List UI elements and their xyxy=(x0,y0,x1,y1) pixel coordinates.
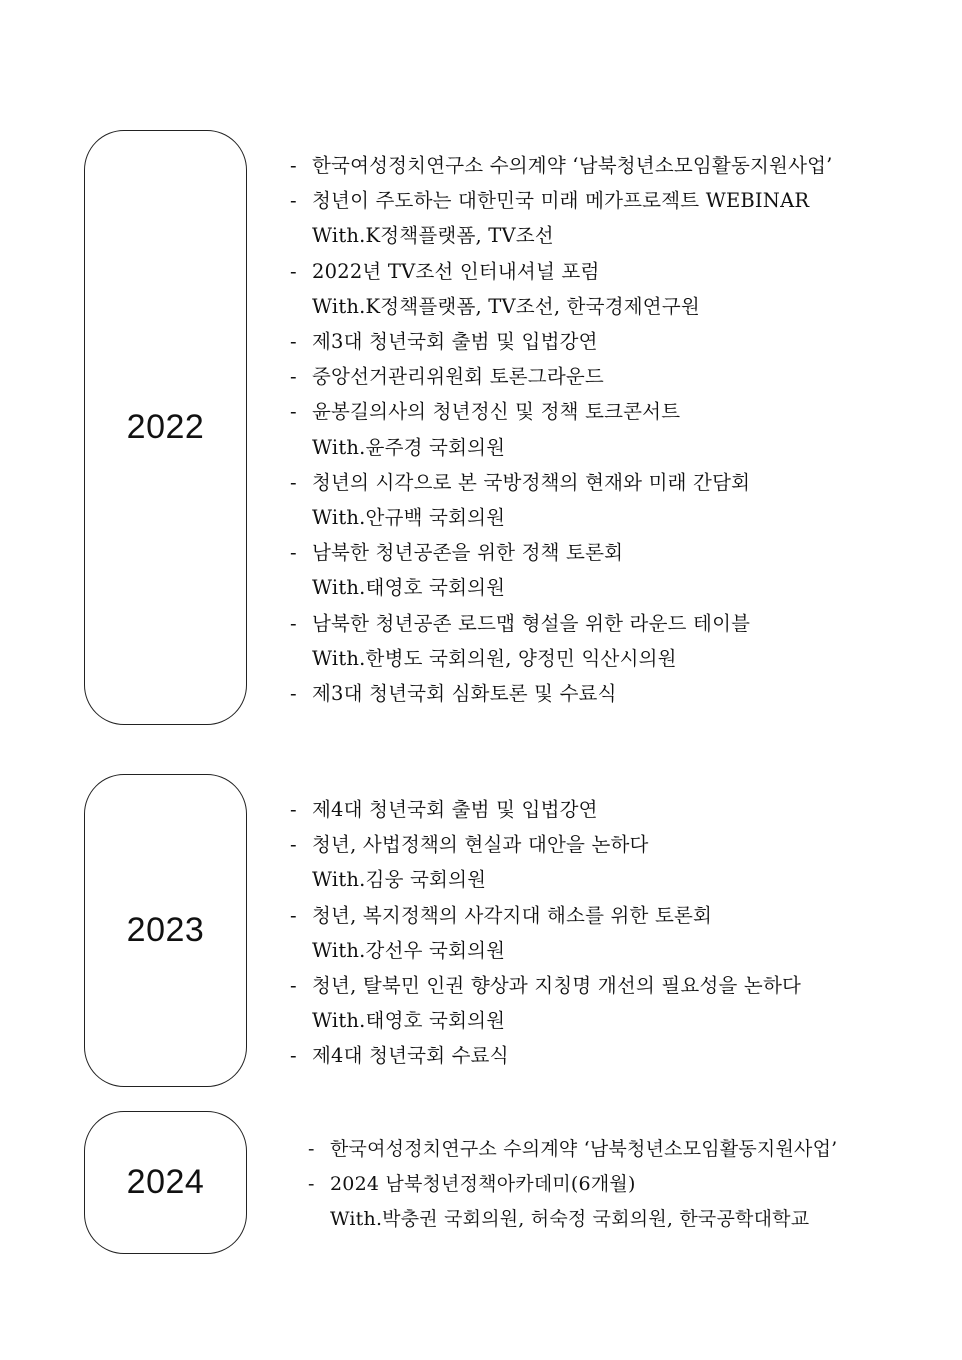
dash-marker: - xyxy=(290,400,297,424)
dash-marker: - xyxy=(290,541,297,565)
activity-item: - 제3대 청년국회 심화토론 및 수료식 xyxy=(290,676,833,711)
collaborator-line: With.한병도 국회의원, 양정민 익산시의원 xyxy=(312,646,677,670)
year-box xyxy=(84,774,247,1087)
dash-marker: - xyxy=(290,974,297,998)
year-box xyxy=(84,1111,247,1254)
dash-marker: - xyxy=(290,833,297,857)
activity-item: - 윤봉길의사의 청년정신 및 정책 토크콘서트 xyxy=(290,394,833,429)
activity-item: - 한국여성정치연구소 수의계약 ‘남북청년소모임활동지원사업’ xyxy=(308,1132,837,1167)
activity-item: - 청년의 시각으로 본 국방정책의 현재와 미래 간담회 xyxy=(290,465,833,500)
dash-marker: - xyxy=(308,1173,315,1195)
activity-item: - 2024 남북청년정책아카데미(6개월) xyxy=(308,1167,837,1202)
activity-item: - 청년이 주도하는 대한민국 미래 메가프로젝트 WEBINAR xyxy=(290,183,833,218)
collaborator-line: With.안규백 국회의원 xyxy=(312,506,506,530)
activity-item: - 제3대 청년국회 출범 및 입법강연 xyxy=(290,324,833,359)
dash-marker: - xyxy=(290,682,297,706)
dash-marker: - xyxy=(290,189,297,213)
year-label: 2024 xyxy=(126,1163,205,1201)
collaborator-line: With.김웅 국회의원 xyxy=(312,868,487,892)
activity-item: - 제4대 청년국회 수료식 xyxy=(290,1038,801,1073)
dash-marker: - xyxy=(290,330,297,354)
activity-item: - 청년, 복지정책의 사각지대 해소를 위한 토론회 xyxy=(290,898,801,933)
year-box xyxy=(84,130,247,725)
activity-list xyxy=(308,1132,837,1237)
dash-marker: - xyxy=(290,1044,297,1068)
collaborator-line: With.태영호 국회의원 xyxy=(312,576,506,600)
activity-item: - 청년, 사법정책의 현실과 대안을 논하다 xyxy=(290,827,801,862)
activity-list xyxy=(290,792,801,1074)
activity-list xyxy=(290,148,833,711)
dash-marker: - xyxy=(290,798,297,821)
collaborator-line: With.윤주경 국회의원 xyxy=(312,435,506,459)
year-label: 2022 xyxy=(126,408,205,446)
activity-item: - 제4대 청년국회 출범 및 입법강연 xyxy=(290,792,801,827)
activity-item: - 2022년 TV조선 인터내셔널 포럼 xyxy=(290,254,833,289)
activity-item: - 남북한 청년공존을 위한 정책 토론회 xyxy=(290,535,833,570)
collaborator-line: With.K정책플랫폼, TV조선 xyxy=(312,224,554,248)
collaborator-line: With.박충권 국회의원, 허숙정 국회의원, 한국공학대학교 xyxy=(330,1208,810,1230)
dash-marker: - xyxy=(308,1138,315,1160)
activity-item: - 한국여성정치연구소 수의계약 ‘남북청년소모임활동지원사업’ xyxy=(290,148,833,183)
dash-marker: - xyxy=(290,903,297,927)
year-label: 2023 xyxy=(126,911,205,949)
dash-marker: - xyxy=(290,154,297,177)
dash-marker: - xyxy=(290,365,297,389)
activity-item: - 남북한 청년공존 로드맵 형설을 위한 라운드 테이블 xyxy=(290,606,833,641)
dash-marker: - xyxy=(290,611,297,635)
collaborator-line: With.강선우 국회의원 xyxy=(312,938,506,962)
activity-item: - 청년, 탈북민 인권 향상과 지칭명 개선의 필요성을 논하다 xyxy=(290,968,801,1003)
activity-item: - 중앙선거관리위원회 토론그라운드 xyxy=(290,359,833,394)
dash-marker: - xyxy=(290,259,297,283)
collaborator-line: With.태영호 국회의원 xyxy=(312,1009,506,1033)
collaborator-line: With.K정책플랫폼, TV조선, 한국경제연구원 xyxy=(312,294,700,318)
dash-marker: - xyxy=(290,470,297,494)
